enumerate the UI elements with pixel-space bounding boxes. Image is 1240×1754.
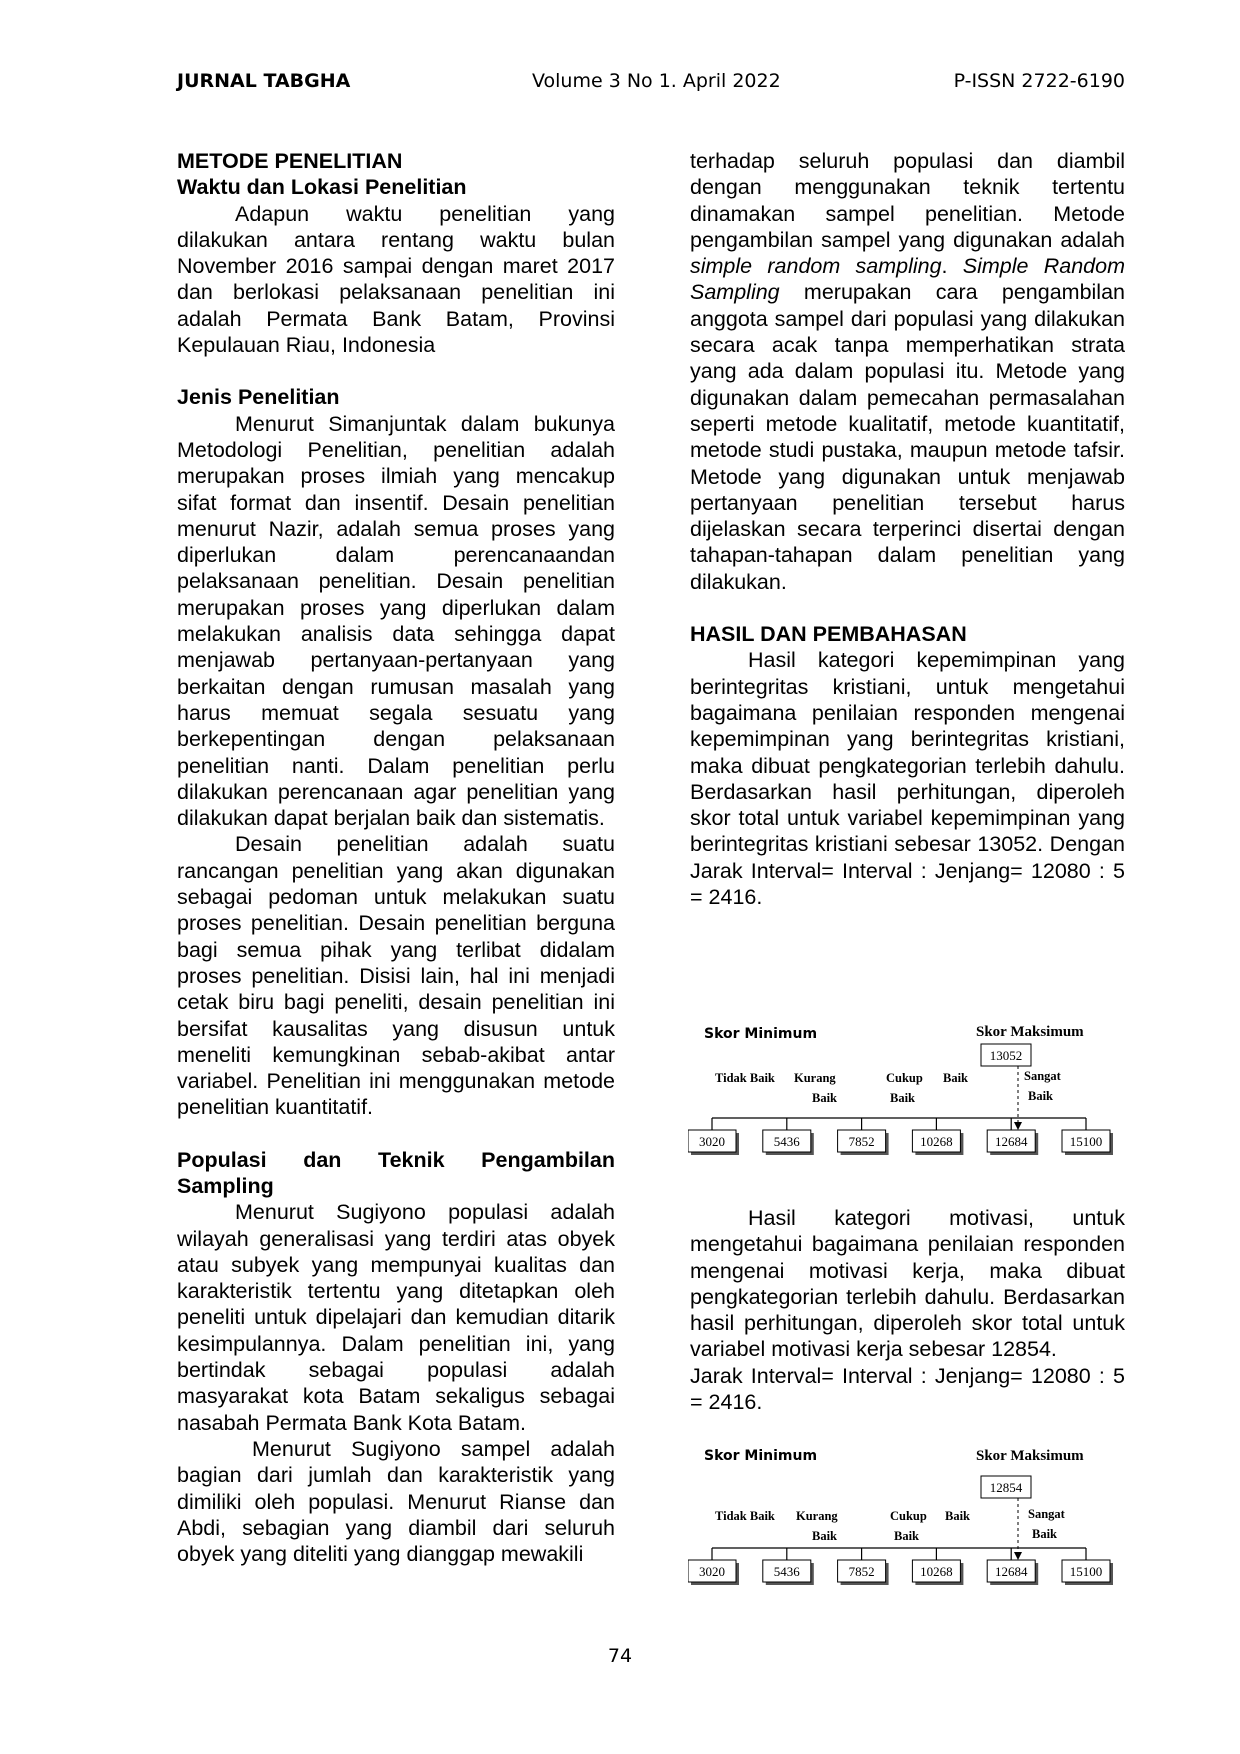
cat-tidak-baik: Tidak Baik [715, 1509, 775, 1523]
score-value: 13052 [989, 1048, 1023, 1063]
section-title-hasil: HASIL DAN PEMBAHASAN [690, 622, 967, 647]
paragraph: Hasil kategori motivasi, untuk mengetahui bagaimana penilaian responden mengenai motivasi kerja, maka dibuat pengkategorian terlebih dahulu. Berdasarkan hasil perhitungan, diperoleh skor total untuk variabel motivasi kerja sebesar 12854. [690, 1206, 1125, 1362]
skor-min-label: Skor Minimum [704, 1448, 818, 1464]
subheading-waktu-lokasi: Waktu dan Lokasi Penelitian [177, 175, 467, 200]
subheading-populasi: Populasi dan Teknik Pengambilan Sampling [177, 1147, 615, 1198]
section-title-metode: METODE PENELITIAN [177, 149, 403, 173]
scale-value: 15100 [1069, 1564, 1103, 1579]
score-scale-diagram-2 [688, 1442, 1128, 1592]
score-scale-svg [688, 1442, 1128, 1592]
scale-value: 15100 [1069, 1134, 1103, 1149]
cat-sangat: Sangat [1028, 1507, 1065, 1521]
scale-value: 5436 [773, 1134, 800, 1149]
left-column [177, 148, 615, 1567]
scale-value: 7852 [848, 1564, 875, 1579]
page-number: 74 [607, 1645, 633, 1667]
paragraph: Adapun waktu penelitian yang dilakukan antara rentang waktu bulan November 2016 sampai dengan maret 2017 dan berlokasi pelaksanaan penelitian ini adalah Permata Bank Batam, Provinsi Kepulauan Riau, Indonesia [177, 201, 615, 358]
subheading-jenis-penelitian: Jenis Penelitian [177, 385, 340, 410]
paragraph: Menurut Simanjuntak dalam bukunya Metodologi Penelitian, penelitian adalah merupakan proses ilmiah yang mencakup sifat format dan insentif. Desain penelitian menurut Nazir, adalah semua proses yang diperlukan dalam perencanaandan pelaksanaan penelitian. Desain penelitian merupakan proses yang diperlukan dalam melakukan analisis data sehingga dapat menjawab pertanyaan-pertanyaan yang berkaitan dengan rumusan masalah yang harus memuat segala sesuatu yang berkepentingan dengan pelaksanaan penelitian nanti. Dalam penelitian perlu dilakukan perencanaan agar penelitian yang dilakukan dapat berjalan baik dan sistematis. [177, 411, 615, 831]
issn: P-ISSN 2722-6190 [953, 70, 1125, 92]
skor-min-label: Skor Minimum [704, 1026, 818, 1042]
cat-sangat: Sangat [1024, 1069, 1061, 1083]
cat-baik: Baik [945, 1509, 971, 1523]
cat-cukup-baik: Baik [894, 1529, 920, 1543]
scale-value: 10268 [920, 1564, 953, 1579]
scale-value: 5436 [773, 1564, 800, 1579]
right-column [690, 148, 1125, 910]
score-value: 12854 [989, 1480, 1023, 1495]
cat-sangat-baik: Baik [1032, 1527, 1058, 1541]
score-scale-svg [688, 1012, 1128, 1162]
score-arrow-head [1014, 1552, 1022, 1560]
journal-name: JURNAL TABGHA [177, 70, 351, 92]
score-scale-diagram-1 [688, 1012, 1128, 1162]
paragraph: terhadap seluruh populasi dan diambil dengan menggunakan teknik tertentu dinamakan sampel penelitian. Metode pengambilan sampel yang digunakan adalah simple random sampling. Simple Random Sampling merupakan cara pengambilan anggota sampel dari populasi yang dilakukan secara acak tanpa memperhatikan strata yang ada dalam populasi itu. Metode yang digunakan dalam pemecahan permasalahan seperti metode kualitatif, metode kuantitatif, metode studi pustaka, maupun metode tafsir. Metode yang digunakan untuk menjawab pertanyaan penelitian tersebut harus dijelaskan secara terperinci disertai dengan tahapan-tahapan dalam penelitian yang dilakukan. [690, 149, 1125, 594]
scale-value: 10268 [920, 1134, 953, 1149]
cat-kurang-baik: Baik [812, 1529, 838, 1543]
running-header [177, 70, 1125, 100]
skor-max-label: Skor Maksimum [976, 1448, 1084, 1464]
cat-cukup: Cukup [890, 1509, 927, 1523]
cat-cukup: Cukup [886, 1071, 923, 1085]
paragraph: Menurut Sugiyono populasi adalah wilayah generalisasi yang terdiri atas obyek atau subyek yang mempunyai kualitas dan karakteristik tertentu yang ditetapkan oleh peneliti untuk dipelajari dan kemudian ditarik kesimpulannya. Dalam penelitian ini, yang bertindak sebagai populasi adalah masyarakat kota Batam sekaligus sebagai nasabah Permata Bank Kota Batam. [177, 1200, 615, 1435]
paragraph: Hasil kategori kepemimpinan yang berintegritas kristiani, untuk mengetahui bagaimana penilaian responden mengenai kepemimpinan yang berintegritas kristiani, maka dibuat pengkategorian terlebih dahulu. Berdasarkan hasil perhitungan, diperoleh skor total untuk variabel kepemimpinan yang berintegritas kristiani sebesar 13052. Dengan Jarak Interval= Interval : Jenjang= 12080 : 5 = 2416. [690, 648, 1125, 910]
cat-cukup-baik: Baik [890, 1091, 916, 1105]
scale-value: 12684 [994, 1134, 1028, 1149]
scale-value: 7852 [848, 1134, 875, 1149]
paragraph: Menurut Sugiyono sampel adalah bagian dari jumlah dan karakteristik yang dimiliki oleh populasi. Menurut Rianse dan Abdi, sebagian yang diambil dari seluruh obyek yang diteliti yang dianggap mewakili [177, 1436, 615, 1567]
paragraph: Jarak Interval= Interval : Jenjang= 12080 : 5 = 2416. [690, 1363, 1125, 1415]
paragraph: Desain penelitian adalah suatu rancangan penelitian yang akan digunakan sebagai pedoman untuk melakukan suatu proses penelitian. Desain penelitian berguna bagi semua pihak yang terlibat didalam proses penelitian. Disisi lain, hal ini menjadi cetak biru bagi peneliti, desain penelitian ini bersifat kausalitas yang disusun untuk meneliti kemungkinan sebab-akibat antar variabel. Penelitian ini menggunakan metode penelitian kuantitatif. [177, 832, 615, 1120]
right-column-continued [690, 1205, 1125, 1415]
volume-info: Volume 3 No 1. April 2022 [532, 70, 781, 92]
cat-kurang: Kurang [796, 1509, 838, 1523]
score-arrow-head [1014, 1122, 1022, 1130]
scale-value: 3020 [699, 1564, 725, 1579]
cat-tidak-baik: Tidak Baik [715, 1071, 775, 1085]
cat-kurang-baik: Baik [812, 1091, 838, 1105]
skor-max-label: Skor Maksimum [976, 1024, 1084, 1040]
scale-value: 3020 [699, 1134, 725, 1149]
cat-sangat-baik: Baik [1028, 1089, 1054, 1103]
scale-value: 12684 [994, 1564, 1028, 1579]
cat-baik: Baik [943, 1071, 969, 1085]
cat-kurang: Kurang [794, 1071, 836, 1085]
